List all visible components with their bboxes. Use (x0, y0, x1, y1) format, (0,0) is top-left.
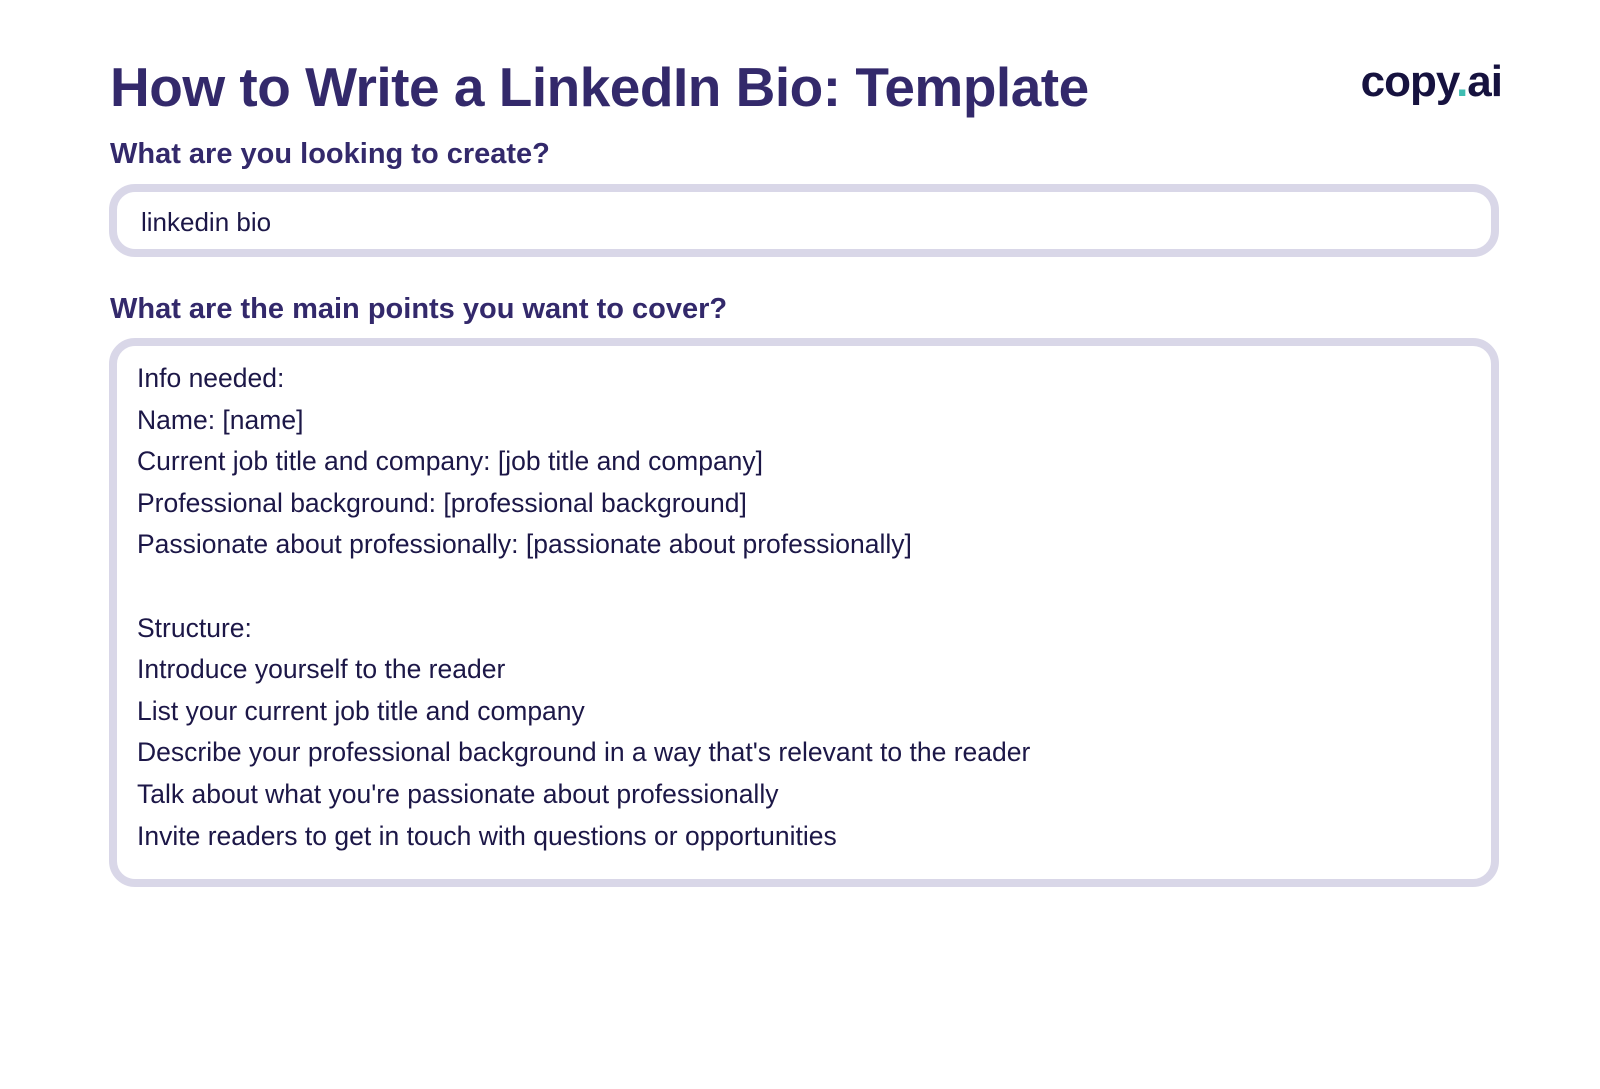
textarea-line: List your current job title and company (137, 695, 585, 726)
textarea-line: Passionate about professionally: [passionate about professionally] (137, 529, 912, 560)
textarea-line: Invite readers to get in touch with questions or opportunities (137, 820, 837, 851)
textarea-line: Talk about what you're passionate about professionally (137, 778, 779, 809)
logo-text-ai: ai (1467, 57, 1502, 106)
logo-dot: . (1456, 57, 1468, 106)
textarea-line: Info needed: (137, 363, 285, 393)
textarea-line: Name: [name] (137, 404, 304, 435)
create-question-label: What are you looking to create? (110, 138, 550, 170)
logo-text-copy: copy (1360, 57, 1457, 106)
textarea-line-blank (137, 566, 1491, 608)
textarea-line: Introduce yourself to the reader (137, 654, 506, 685)
textarea-line: Describe your professional background in a way that's relevant to the reader (137, 737, 1031, 768)
textarea-line: Structure: (137, 612, 252, 643)
page-title: How to Write a LinkedIn Bio: Template (110, 56, 1089, 118)
copy-ai-logo (1361, 52, 1502, 112)
points-question-label: What are the main points you want to cover? (110, 293, 728, 325)
textarea-line: Professional background: [professional background] (137, 487, 747, 518)
create-input-value: linkedin bio (141, 207, 272, 237)
textarea-line: Current job title and company: [job title and company] (137, 446, 764, 477)
create-input[interactable] (109, 184, 1499, 257)
points-textarea[interactable] (109, 338, 1499, 887)
